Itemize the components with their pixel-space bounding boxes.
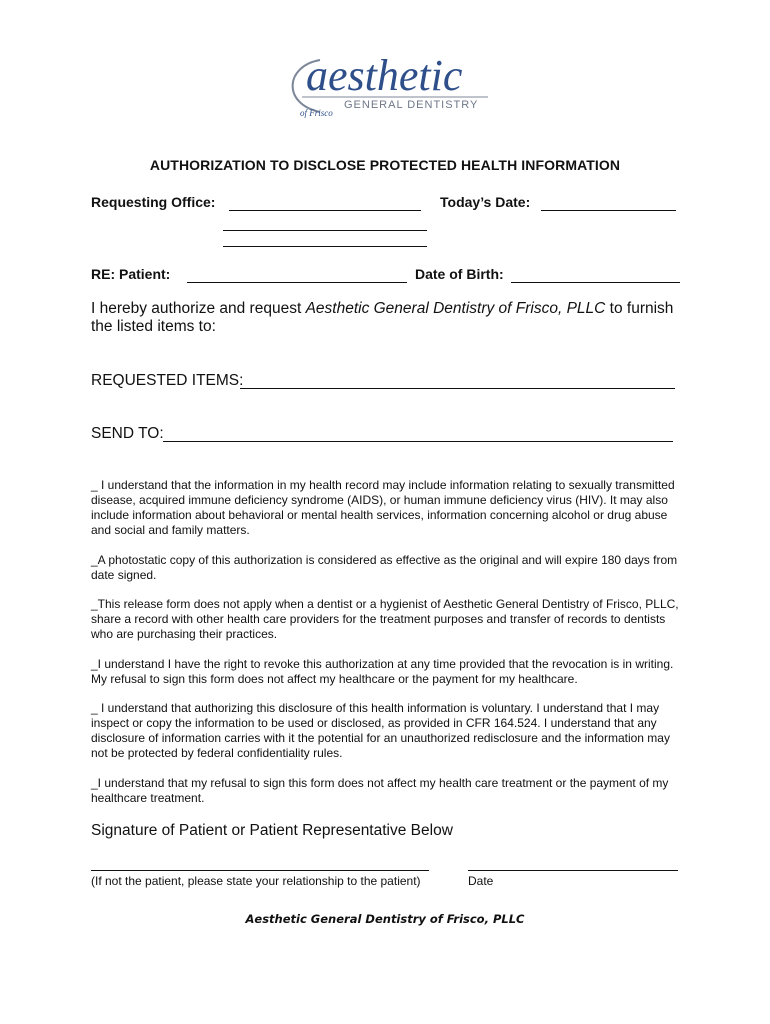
date-caption: Date bbox=[468, 874, 494, 888]
signature-caption: (If not the patient, please state your relationship to the patient) bbox=[91, 874, 421, 888]
acknowledgement-paragraph: _I understand I have the right to revoke this authorization at any time provided that the revocation is in writing. My refusal to sign this form does not affect my healthcare or the payment for my healthcare. bbox=[91, 657, 674, 686]
requesting-office-line-3[interactable] bbox=[223, 230, 427, 247]
logo-subtitle: GENERAL DENTISTRY bbox=[344, 99, 479, 111]
requesting-office-line-2[interactable] bbox=[223, 214, 427, 231]
requested-items-line[interactable] bbox=[240, 372, 675, 389]
dob-line[interactable] bbox=[511, 266, 680, 283]
send-to-line[interactable] bbox=[163, 425, 673, 442]
logo-brand: aesthetic bbox=[306, 51, 463, 100]
signature-date-line[interactable] bbox=[468, 870, 678, 871]
requesting-office-line-1[interactable] bbox=[229, 194, 421, 211]
logo-graphic bbox=[280, 46, 500, 120]
todays-date-label: Today’s Date: bbox=[440, 194, 531, 210]
acknowledgement-paragraph: _I understand that my refusal to sign this form does not affect my health care treatment or the payment of my healthcare treatment. bbox=[91, 776, 669, 805]
send-to-label: SEND TO: bbox=[91, 425, 164, 442]
acknowledgement-paragraph: _ I understand that the information in my health record may include information relating to sexually transmitted disease, acquired immune deficiency syndrome (AIDS), or human immune deficiency virus (HIV). It may also include information about behavioral or mental health services, information concerning alcohol or drug abuse and social and family matters. bbox=[91, 478, 675, 537]
signature-heading: Signature of Patient or Patient Representative Below bbox=[91, 822, 453, 839]
requested-items-label: REQUESTED ITEMS: bbox=[91, 372, 244, 389]
todays-date-line[interactable] bbox=[541, 194, 676, 211]
authorization-text-start: I hereby authorize and request bbox=[91, 300, 306, 317]
acknowledgement-paragraph: _This release form does not apply when a dentist or a hygienist of Aesthetic General Dentistry of Frisco, PLLC, share a record with other health care providers for the treatment purposes and transfer of records to dentists who are purchasing their practices. bbox=[91, 597, 679, 641]
acknowledgement-paragraph: _A photostatic copy of this authorization is considered as effective as the original and will expire 180 days from date signed. bbox=[91, 553, 678, 582]
authorization-statement bbox=[91, 300, 681, 336]
authorization-text-end: to furnish the listed items to: bbox=[91, 300, 674, 335]
practice-logo bbox=[280, 46, 500, 120]
dob-label: Date of Birth: bbox=[415, 266, 504, 282]
acknowledgement-paragraph: _ I understand that authorizing this disclosure of this health information is voluntary. I understand that I may inspect or copy the information to be used or disclosed, as provided in CFR 164.524. I understand that any disclosure of information carries with it the potential for an unauthorized redisclosure and the information may not be protected by federal confidentiality rules. bbox=[91, 701, 670, 760]
requesting-office-label: Requesting Office: bbox=[91, 194, 216, 210]
form-title: AUTHORIZATION TO DISCLOSE PROTECTED HEALTH INFORMATION bbox=[149, 157, 621, 173]
footer-practice-name: Aesthetic General Dentistry of Frisco, PLLC bbox=[245, 912, 525, 926]
patient-line[interactable] bbox=[187, 266, 407, 283]
patient-label: RE: Patient: bbox=[91, 266, 171, 282]
signature-line[interactable] bbox=[91, 870, 429, 871]
practice-name: Aesthetic General Dentistry of Frisco, PLLC bbox=[305, 300, 606, 317]
logo-location: of Frisco bbox=[300, 108, 333, 118]
